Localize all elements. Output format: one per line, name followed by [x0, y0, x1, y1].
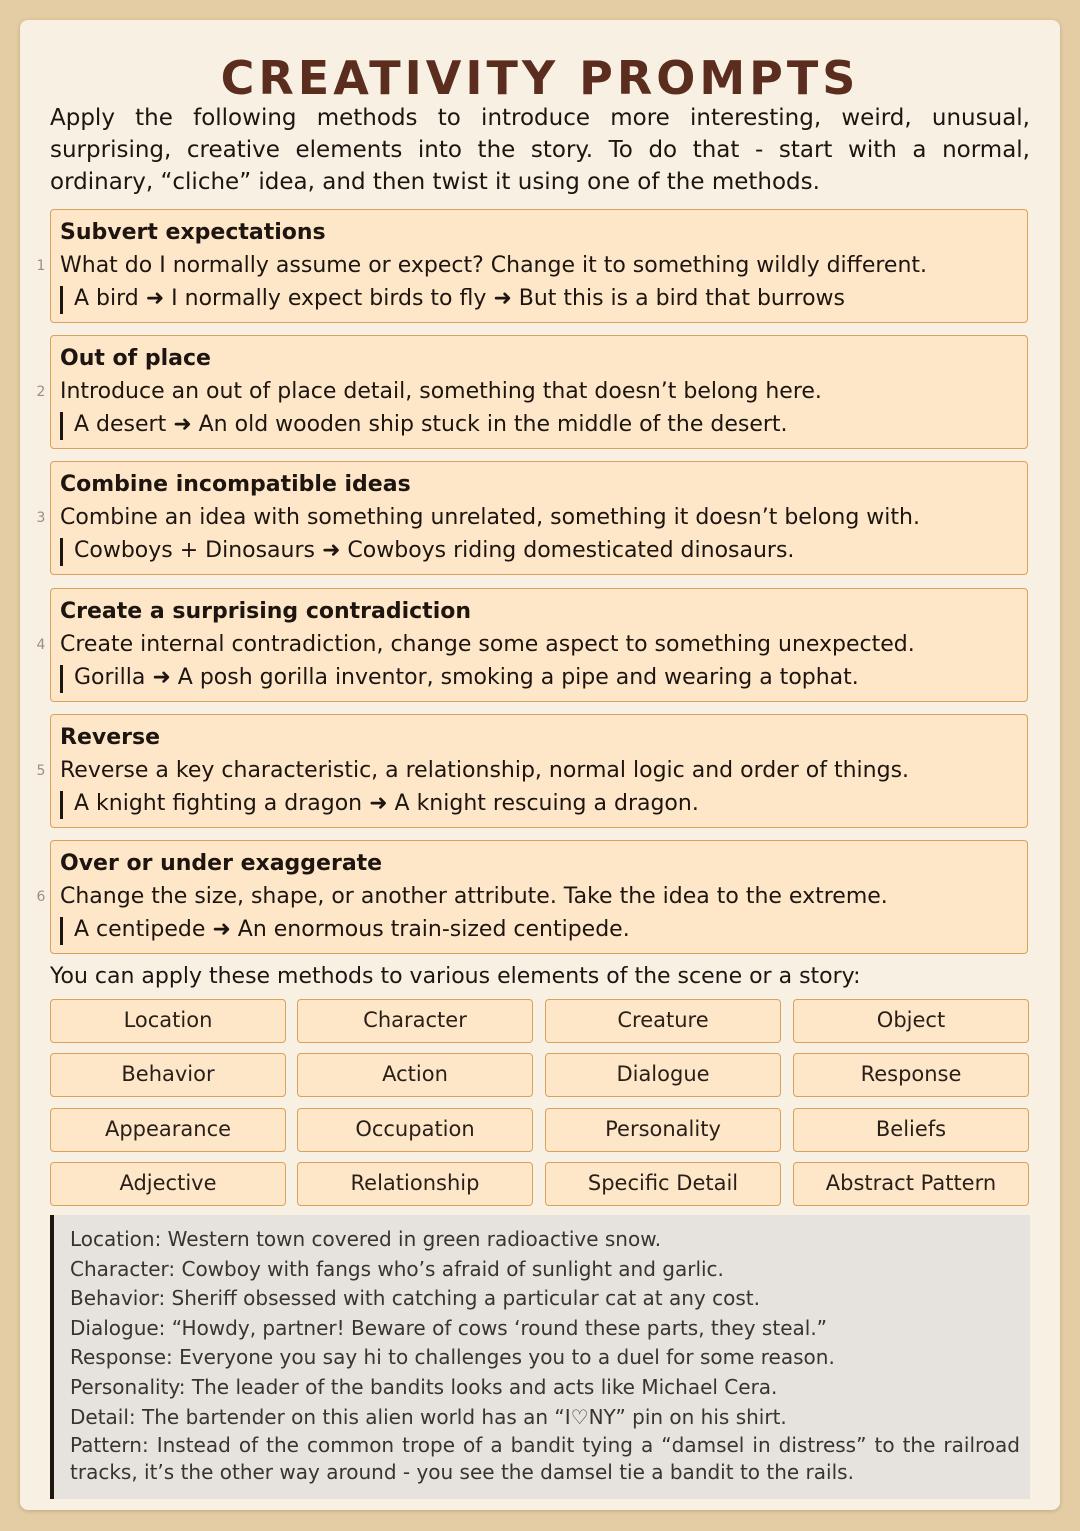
- method-example: A desert ➜ An old wooden ship stuck in the middle of the desert.: [60, 410, 788, 440]
- element-tag-occupation: Occupation: [297, 1108, 533, 1152]
- method-number: 4: [36, 637, 46, 653]
- page-title: CREATIVITY PROMPTS: [220, 51, 860, 105]
- example-character: Character: Cowboy with fangs who’s afraid of sunlight and garlic.: [70, 1256, 724, 1281]
- method-title: Over or under exaggerate: [60, 851, 383, 876]
- element-tag-response: Response: [793, 1053, 1029, 1097]
- element-tag-specific-detail: Specific Detail: [545, 1162, 781, 1206]
- apply-elements-text: You can apply these methods to various elements of the scene or a story:: [50, 964, 861, 989]
- element-tag-beliefs: Beliefs: [793, 1108, 1029, 1152]
- method-card-out-of-place: [36, 335, 1028, 449]
- method-title: Reverse: [60, 725, 160, 750]
- method-description: Create internal contradiction, change some aspect to something unexpected.: [60, 632, 915, 657]
- method-card-surprising-contradiction: [36, 588, 1028, 702]
- element-tag-location: Location: [50, 999, 286, 1043]
- method-number: 6: [36, 889, 46, 905]
- method-card-exaggerate: [36, 840, 1028, 954]
- method-description: Reverse a key characteristic, a relationship, normal logic and order of things.: [60, 758, 910, 783]
- method-card-reverse: [36, 714, 1028, 828]
- method-description: What do I normally assume or expect? Change it to something wildly different.: [60, 253, 928, 278]
- method-description: Change the size, shape, or another attribute. Take the idea to the extreme.: [60, 884, 888, 909]
- method-title: Subvert expectations: [60, 220, 326, 245]
- method-title: Out of place: [60, 346, 211, 371]
- method-example: A centipede ➜ An enormous train-sized centipede.: [60, 915, 630, 945]
- element-tag-relationship: Relationship: [297, 1162, 533, 1206]
- element-tag-behavior: Behavior: [50, 1053, 286, 1097]
- method-title: Combine incompatible ideas: [60, 472, 411, 497]
- examples-box: [50, 1215, 1030, 1499]
- element-tag-object: Object: [793, 999, 1029, 1043]
- method-example: A knight fighting a dragon ➜ A knight rescuing a dragon.: [60, 789, 699, 819]
- element-tag-character: Character: [297, 999, 533, 1043]
- method-description: Introduce an out of place detail, something that doesn’t belong here.: [60, 379, 822, 404]
- intro-paragraph: Apply the following methods to introduce more interesting, weird, unusual, surprising, creative elements into the story. To do that - start with a normal, ordinary, “cliche” idea, and then twist it using one of the methods.: [50, 105, 1030, 195]
- method-example: Gorilla ➜ A posh gorilla inventor, smoking a pipe and wearing a tophat.: [60, 663, 859, 693]
- element-tag-action: Action: [297, 1053, 533, 1097]
- example-pattern: Pattern: Instead of the common trope of a bandit tying a “damsel in distress” to the railroad tracks, it’s the other way around - you see the damsel tie a bandit to the rails.: [70, 1433, 1020, 1485]
- method-card-combine-incompatible: [36, 461, 1028, 575]
- element-tag-adjective: Adjective: [50, 1162, 286, 1206]
- example-behavior: Behavior: Sheriff obsessed with catching a particular cat at any cost.: [70, 1286, 760, 1311]
- method-number: 1: [36, 258, 46, 274]
- example-detail: Detail: The bartender on this alien world has an “I♡NY” pin on his shirt.: [70, 1404, 787, 1429]
- example-personality: Personality: The leader of the bandits looks and acts like Michael Cera.: [70, 1374, 778, 1399]
- method-description: Combine an idea with something unrelated, something it doesn’t belong with.: [60, 505, 920, 530]
- example-dialogue: Dialogue: “Howdy, partner! Beware of cows ‘round these parts, they steal.”: [70, 1315, 828, 1340]
- method-number: 2: [36, 384, 46, 400]
- method-example: Cowboys + Dinosaurs ➜ Cowboys riding domesticated dinosaurs.: [60, 536, 794, 566]
- example-location: Location: Western town covered in green radioactive snow.: [70, 1227, 662, 1251]
- element-tag-abstract-pattern: Abstract Pattern: [793, 1162, 1029, 1206]
- method-card-subvert-expectations: [36, 209, 1028, 323]
- element-tag-dialogue: Dialogue: [545, 1053, 781, 1097]
- element-tag-appearance: Appearance: [50, 1108, 286, 1152]
- method-title: Create a surprising contradiction: [60, 599, 472, 624]
- example-response: Response: Everyone you say hi to challenges you to a duel for some reason.: [70, 1345, 835, 1370]
- method-example: A bird ➜ I normally expect birds to fly ➜ But this is a bird that burrows: [60, 284, 845, 314]
- element-tag-creature: Creature: [545, 999, 781, 1043]
- method-number: 3: [36, 510, 46, 526]
- method-number: 5: [36, 763, 46, 779]
- element-tag-personality: Personality: [545, 1108, 781, 1152]
